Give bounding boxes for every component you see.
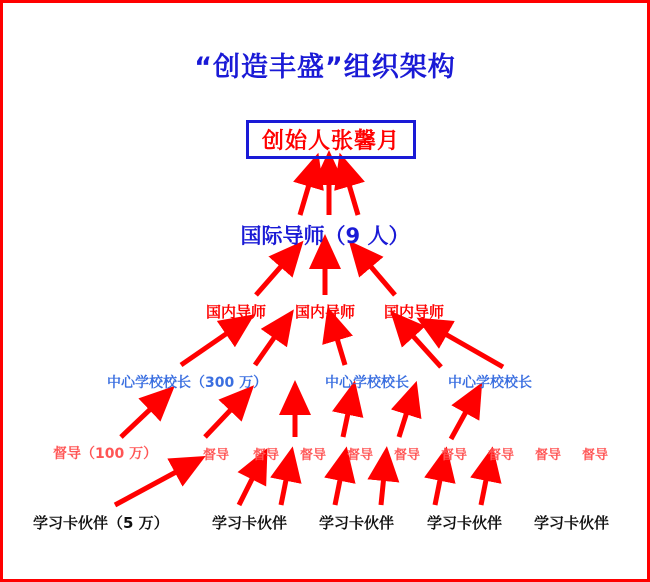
node-partner-1: 学习卡伙伴（5 万） [33,514,169,532]
node-supervisor-7: 督导 [488,448,515,463]
node-principal-3: 中心学校校长 [448,375,532,391]
node-partner-4: 学习卡伙伴 [427,514,503,532]
node-partner-3: 学习卡伙伴 [319,514,395,532]
node-supervisor-lead: 督导（100 万） [53,446,158,462]
node-founder [246,120,416,159]
node-partner-2: 学习卡伙伴 [212,514,288,532]
arrow-layer [3,3,647,579]
node-supervisor-9: 督导 [582,448,609,463]
page-title: “创造丰盛”组织架构 [194,52,456,83]
node-principal-2: 中心学校校长 [325,375,409,391]
node-international-mentor: 国际导师（9 人） [240,224,410,248]
node-domestic-mentor-3: 国内导师 [384,303,445,321]
node-partner-5: 学习卡伙伴 [534,514,610,532]
node-supervisor-2: 督导 [253,448,280,463]
node-domestic-mentor-2: 国内导师 [295,303,356,321]
node-supervisor-1: 督导 [203,448,230,463]
node-supervisor-8: 督导 [535,448,562,463]
node-supervisor-4: 督导 [347,448,374,463]
node-supervisor-6: 督导 [441,448,468,463]
node-supervisor-3: 督导 [300,448,327,463]
node-supervisor-5: 督导 [394,448,421,463]
node-principal-1: 中心学校校长（300 万） [107,375,268,391]
node-domestic-mentor-1: 国内导师 [206,303,267,321]
node-founder-label: 创始人张馨月 [261,129,400,154]
